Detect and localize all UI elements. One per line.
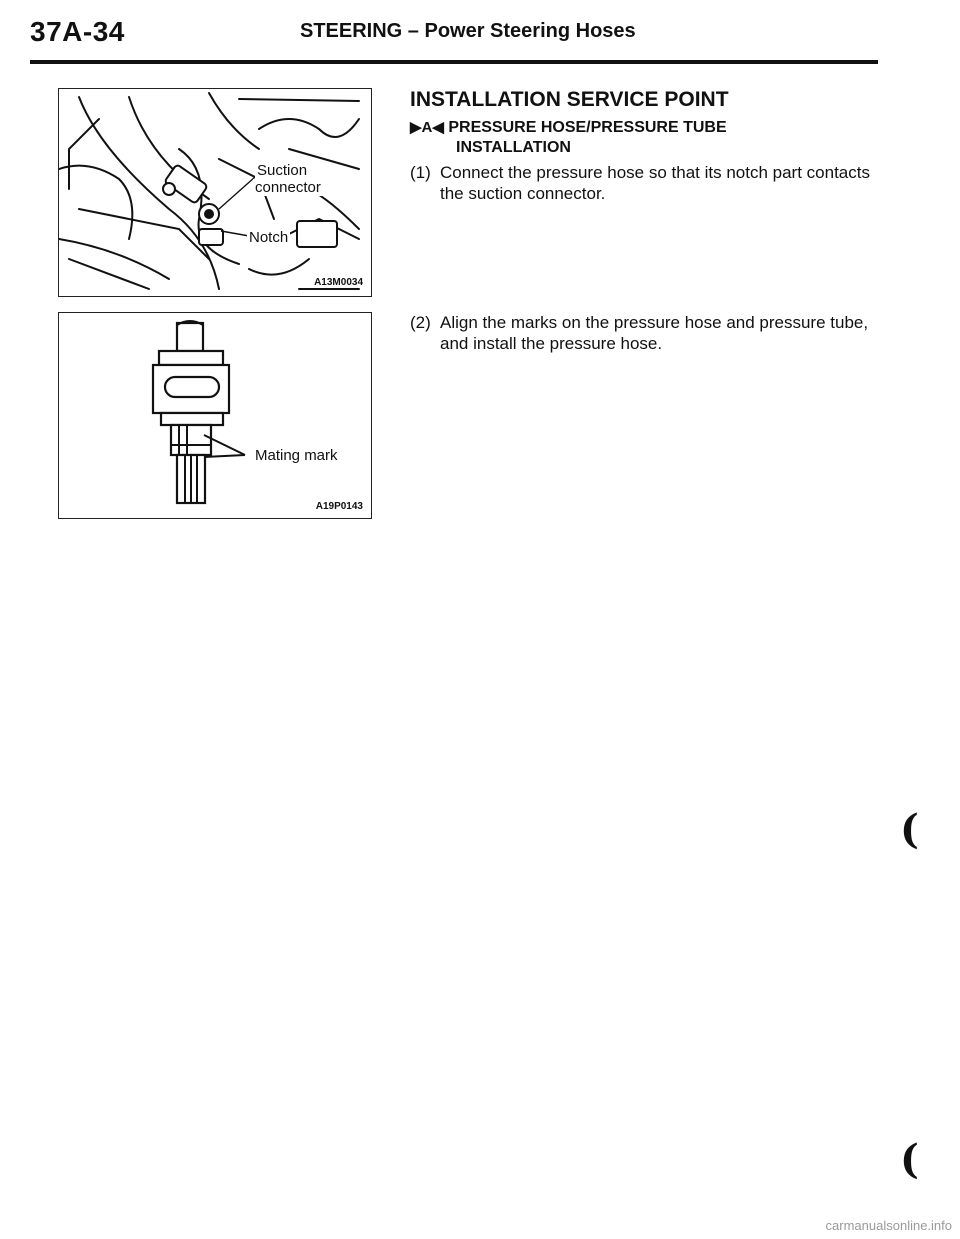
page-number: 37A-34 <box>30 16 125 47</box>
step-number: (2) <box>410 313 431 332</box>
figure-mating-mark <box>58 312 372 519</box>
callout-mating-mark: Mating mark <box>255 447 338 464</box>
figure-code: A19P0143 <box>315 501 363 512</box>
page-title: STEERING – Power Steering Hoses <box>300 20 636 42</box>
subsection-line2: INSTALLATION <box>456 139 571 156</box>
service-point-marker: ▶A◀ <box>410 119 444 136</box>
figure-code: A13M0034 <box>314 277 363 288</box>
callout-connector: connector <box>255 179 321 196</box>
step-number: (1) <box>410 163 431 182</box>
footer-watermark: carmanualsonline.info <box>825 1218 952 1233</box>
callout-notch: Notch <box>249 229 289 246</box>
header-rule <box>30 60 878 64</box>
step-text-line1: Connect the pressure hose so that its notch part contacts <box>440 163 870 182</box>
binding-mark: ( <box>900 1136 919 1183</box>
subsection-title <box>410 118 727 158</box>
subsection-line1: PRESSURE HOSE/PRESSURE TUBE <box>448 119 727 136</box>
step-1 <box>410 162 880 204</box>
step-text-line1: Align the marks on the pressure hose and pressure tube, <box>440 313 869 332</box>
step-2 <box>410 312 880 354</box>
figure-suction-connector-drawing <box>59 89 371 296</box>
binding-mark: ( <box>900 806 919 853</box>
section-title: INSTALLATION SERVICE POINT <box>410 88 729 111</box>
figure-mating-mark-drawing <box>59 313 371 518</box>
figure-suction-connector <box>58 88 372 297</box>
step-text-line2: and install the pressure hose. <box>440 334 663 353</box>
step-text-line2: the suction connector. <box>440 184 606 203</box>
callout-suction: Suction <box>257 162 308 179</box>
